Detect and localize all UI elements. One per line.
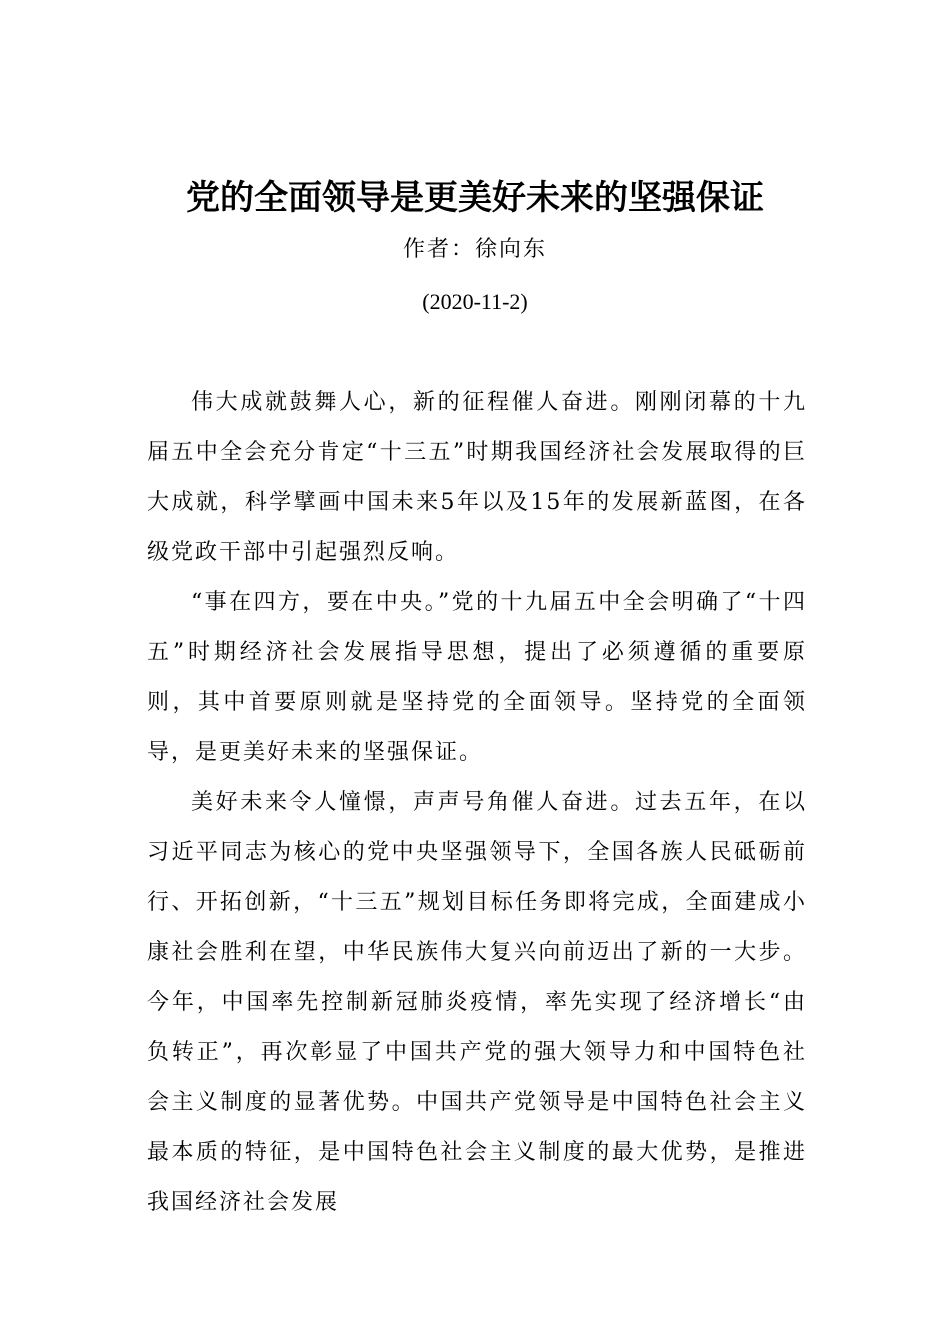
date-line: (2020-11-2) <box>422 289 528 314</box>
article-body <box>147 378 807 1228</box>
paragraph: 美好未来令人憧憬，声声号角催人奋进。过去五年，在以习近平同志为核心的党中央坚强领导下，全国各族人民砥砺前行、开拓创新，“十三五”规划目标任务即将完成，全面建成小康社会胜利在望，中华民族伟大复兴向前迈出了新的一大步。今年，中国率先控制新冠肺炎疫情，率先实现了经济增长“由负转正”，再次彰显了中国共产党的强大领导力和中国特色社会主义制度的显著优势。中国共产党领导是中国特色社会主义最本质的特征，是中国特色社会主义制度的最大优势，是推进我国经济社会发展 <box>147 790 807 1215</box>
paragraph: 伟大成就鼓舞人心，新的征程催人奋进。刚刚闭幕的十九届五中全会充分肯定“十三五”时期我国经济社会发展取得的巨大成就，科学擘画中国未来5年以及15年的发展新蓝图，在各级党政干部中引起强烈反响。 <box>147 390 807 565</box>
page-title: 党的全面领导是更美好未来的坚强保证 <box>186 178 764 218</box>
paragraph: “事在四方，要在中央。”党的十九届五中全会明确了“十四五”时期经济社会发展指导思想，提出了必须遵循的重要原则，其中首要原则就是坚持党的全面领导。坚持党的全面领导，是更美好未来的坚强保证。 <box>147 590 807 765</box>
author-line: 作者：徐向东 <box>402 237 547 262</box>
